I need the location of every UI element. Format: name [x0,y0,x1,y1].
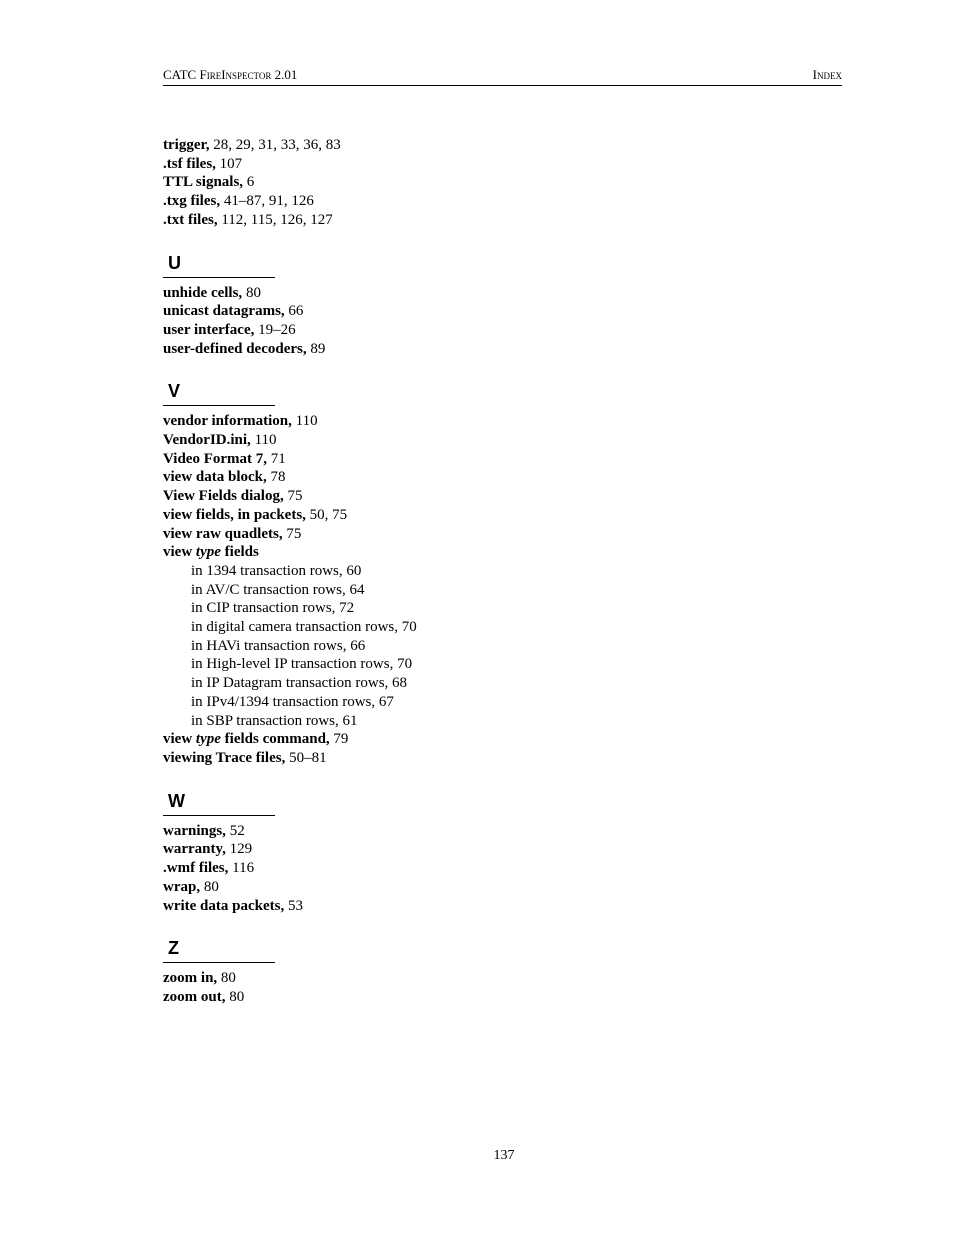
section-letter-heading: V [163,380,275,406]
index-subentry: in IP Datagram transaction rows, 68 [191,675,408,692]
index-entry: view raw quadlets, 75 [163,525,302,542]
index-entry: view data block, 78 [163,469,286,486]
index-subentry: in IPv4/1394 transaction rows, 67 [191,693,394,710]
index-entry: unhide cells, 80 [163,284,261,301]
index-subentry: in 1394 transaction rows, 60 [191,562,362,579]
index-entry: VendorID.ini, 110 [163,432,277,449]
index-entry: unicast datagrams, 66 [163,303,304,320]
index-subentry: in HAVi transaction rows, 66 [191,637,366,654]
index-entry: .wmf files, 116 [163,860,255,877]
index-entry: .txg files, 41–87, 91, 126 [163,193,314,210]
index-entry: .tsf files, 107 [163,155,243,172]
index-entry: vendor information, 110 [163,413,318,430]
index-entry: .txt files, 112, 115, 126, 127 [163,211,333,228]
index-entry: Video Format 7, 71 [163,450,286,467]
section-letter-heading: W [163,790,275,816]
index-entry: View Fields dialog, 75 [163,488,303,505]
index-entry: warranty, 129 [163,841,253,858]
header-product-title: CATC FireInspector 2.01 [163,67,298,82]
running-header [163,67,842,86]
index-entry: trigger, 28, 29, 31, 33, 36, 83 [163,137,341,153]
index-section-u [163,252,842,359]
header-section-title: Index [812,67,842,82]
index-subentry: in digital camera transaction rows, 70 [191,619,417,636]
index-subentry: in SBP transaction rows, 61 [191,712,358,729]
index-entry: wrap, 80 [163,878,219,895]
index-subentry: in High-level IP transaction rows, 70 [191,656,413,673]
index-subentry: in AV/C transaction rows, 64 [191,581,365,598]
index-entry: write data packets, 53 [163,897,303,914]
index-entry: view type fields command, 79 [163,731,349,748]
section-letter-heading: U [163,252,275,278]
index-entry: warnings, 52 [163,822,245,839]
index-subentry: in CIP transaction rows, 72 [191,600,355,617]
index-section-z [163,937,842,1006]
index-body [163,136,842,1007]
index-entry: view fields, in packets, 50, 75 [163,506,348,523]
index-entry: zoom in, 80 [163,970,236,987]
section-letter-heading: Z [163,937,275,963]
index-section-v [163,380,842,767]
index-entry: TTL signals, 6 [163,174,255,191]
index-entry: zoom out, 80 [163,988,245,1005]
page-number: 137 [493,1148,515,1163]
index-entry: view type fields [163,544,259,561]
index-entry: user interface, 19–26 [163,321,296,338]
index-section-w [163,790,842,916]
index-group-t-continued [163,136,842,230]
index-entry: viewing Trace files, 50–81 [163,749,327,766]
index-entry: user-defined decoders, 89 [163,340,326,357]
